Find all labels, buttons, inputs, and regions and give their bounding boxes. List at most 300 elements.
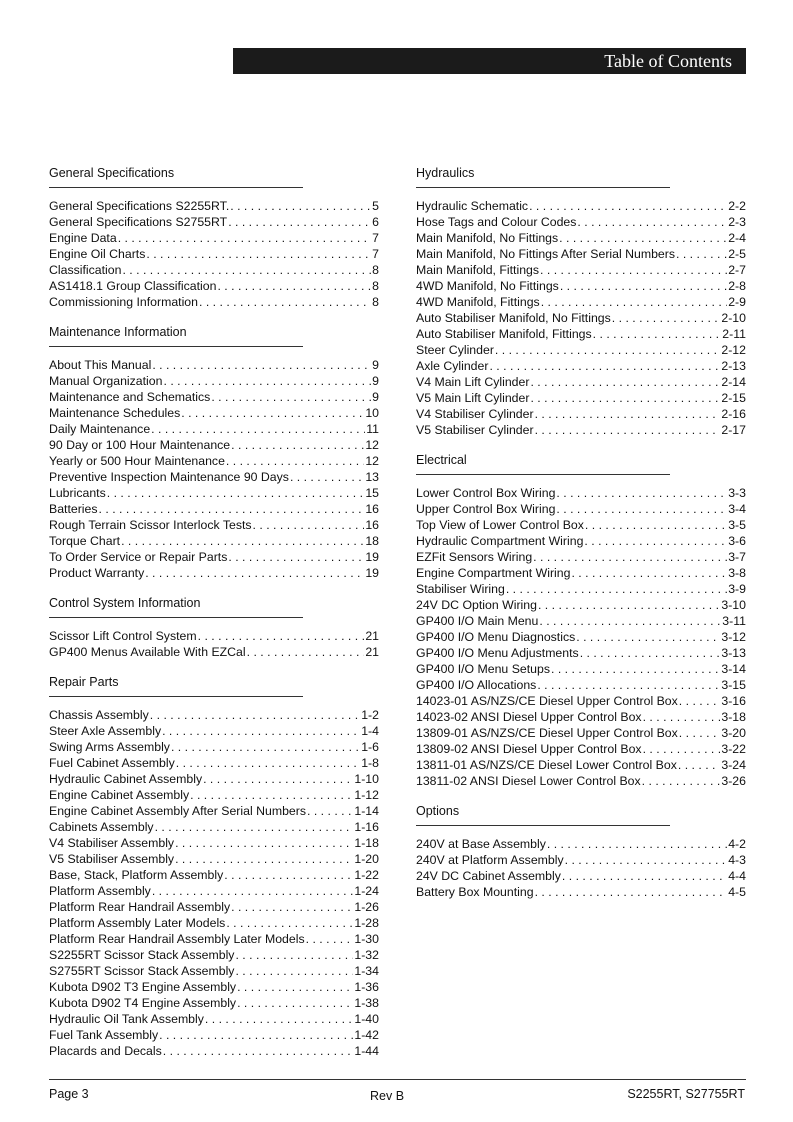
toc-entry-title: Platform Assembly Later Models bbox=[49, 916, 226, 930]
toc-entry-page: 8 bbox=[372, 279, 379, 293]
toc-entry-title: Batteries bbox=[49, 502, 98, 516]
toc-entry[interactable] bbox=[49, 405, 379, 421]
toc-entry[interactable] bbox=[416, 884, 746, 900]
section-title-options: Options bbox=[416, 804, 460, 818]
toc-entry-title: Placards and Decals bbox=[49, 1044, 162, 1058]
toc-entry-title: Base, Stack, Platform Assembly bbox=[49, 868, 224, 882]
toc-entry[interactable] bbox=[49, 373, 379, 389]
toc-entry[interactable] bbox=[416, 709, 746, 725]
toc-entry-title: Main Manifold, No Fittings bbox=[416, 231, 559, 245]
toc-entry-page: 3-11 bbox=[722, 614, 746, 628]
dot-leader bbox=[152, 357, 371, 373]
toc-entry[interactable] bbox=[416, 326, 746, 342]
toc-entry-page: 2-13 bbox=[721, 359, 746, 373]
toc-entry-title: Main Manifold, Fittings bbox=[416, 263, 540, 277]
toc-entry[interactable] bbox=[49, 963, 379, 979]
toc-entry-title: 13811-01 AS/NZS/CE Diesel Lower Control Box bbox=[416, 758, 677, 772]
toc-entry[interactable] bbox=[416, 358, 746, 374]
toc-entry[interactable] bbox=[49, 214, 379, 230]
toc-entry-page: 1-18 bbox=[354, 836, 379, 850]
toc-entry-title: 4WD Manifold, Fittings bbox=[416, 295, 540, 309]
toc-entry-title: V4 Main Lift Cylinder bbox=[416, 375, 530, 389]
section-title-maintenance-information: Maintenance Information bbox=[49, 325, 187, 339]
toc-entry-title: Auto Stabiliser Manifold, Fittings bbox=[416, 327, 592, 341]
dot-leader bbox=[643, 741, 721, 757]
dot-leader bbox=[612, 310, 721, 326]
toc-entry-title: V4 Stabiliser Cylinder bbox=[416, 407, 534, 421]
toc-entry-page: 9 bbox=[372, 358, 379, 372]
toc-entry[interactable] bbox=[49, 421, 379, 437]
toc-entry-page: 2-3 bbox=[728, 215, 746, 229]
toc-entry[interactable] bbox=[49, 437, 379, 453]
toc-entry-title: Swing Arms Assembly bbox=[49, 740, 170, 754]
toc-entry[interactable] bbox=[416, 725, 746, 741]
toc-entry[interactable] bbox=[49, 755, 379, 771]
toc-entry[interactable] bbox=[416, 661, 746, 677]
toc-entry[interactable] bbox=[416, 294, 746, 310]
toc-entry[interactable] bbox=[49, 294, 379, 310]
toc-entry-page: 3-10 bbox=[721, 598, 746, 612]
toc-entry-page: 2-17 bbox=[721, 423, 746, 437]
toc-entry-title: 240V at Base Assembly bbox=[416, 837, 546, 851]
toc-entry[interactable] bbox=[49, 517, 379, 533]
toc-entry-title: V5 Main Lift Cylinder bbox=[416, 391, 530, 405]
section-divider bbox=[49, 696, 303, 697]
dot-leader bbox=[535, 884, 728, 900]
toc-entry-page: 2-8 bbox=[728, 279, 746, 293]
toc-entry-page: 2-9 bbox=[728, 295, 746, 309]
toc-entry-list bbox=[49, 357, 379, 581]
toc-entry-title: Scissor Lift Control System bbox=[49, 629, 197, 643]
dot-leader bbox=[538, 597, 720, 613]
toc-entry[interactable] bbox=[49, 1027, 379, 1043]
toc-entry[interactable] bbox=[49, 357, 379, 373]
toc-entry-title: Fuel Cabinet Assembly bbox=[49, 756, 175, 770]
toc-entry-title: 90 Day or 100 Hour Maintenance bbox=[49, 438, 231, 452]
toc-entry-title: Stabiliser Wiring bbox=[416, 582, 505, 596]
toc-entry[interactable] bbox=[49, 915, 379, 931]
dot-leader bbox=[163, 373, 371, 389]
toc-entry[interactable] bbox=[416, 645, 746, 661]
dot-leader bbox=[235, 947, 353, 963]
toc-entry-page: 1-12 bbox=[354, 788, 379, 802]
toc-entry-title: Top View of Lower Control Box bbox=[416, 518, 584, 532]
toc-entry[interactable] bbox=[49, 883, 379, 899]
toc-entry-title: Engine Data bbox=[49, 231, 117, 245]
toc-entry[interactable] bbox=[49, 485, 379, 501]
dot-leader bbox=[235, 963, 353, 979]
dot-leader bbox=[495, 342, 720, 358]
toc-entry[interactable] bbox=[49, 835, 379, 851]
toc-entry-title: 13811-02 ANSI Diesel Lower Control Box bbox=[416, 774, 641, 788]
toc-entry-page: 12 bbox=[365, 454, 379, 468]
dot-leader bbox=[577, 214, 727, 230]
toc-entry[interactable] bbox=[49, 819, 379, 835]
toc-entry[interactable] bbox=[416, 693, 746, 709]
footer-revision: Rev B bbox=[370, 1089, 405, 1103]
toc-entry[interactable] bbox=[49, 230, 379, 246]
toc-entry[interactable] bbox=[49, 995, 379, 1011]
dot-leader bbox=[175, 851, 353, 867]
toc-entry-title: Platform Rear Handrail Assembly Later Models bbox=[49, 932, 305, 946]
dot-leader bbox=[228, 549, 364, 565]
dot-leader bbox=[99, 501, 365, 517]
footer-divider bbox=[49, 1079, 746, 1080]
toc-entry-title: Cabinets Assembly bbox=[49, 820, 154, 834]
toc-entry[interactable] bbox=[416, 565, 746, 581]
dot-leader bbox=[530, 390, 720, 406]
toc-entry[interactable] bbox=[49, 851, 379, 867]
toc-entry-title: Preventive Inspection Maintenance 90 Days bbox=[49, 470, 289, 484]
dot-leader bbox=[307, 803, 353, 819]
toc-entry-title: Steer Axle Assembly bbox=[49, 724, 162, 738]
toc-entry-page: 13 bbox=[365, 470, 379, 484]
toc-entry-title: 14023-02 ANSI Diesel Upper Control Box bbox=[416, 710, 642, 724]
toc-entry-list bbox=[416, 485, 746, 789]
dot-leader bbox=[211, 389, 371, 405]
toc-entry-page: 2-10 bbox=[721, 311, 746, 325]
toc-entry[interactable] bbox=[49, 246, 379, 262]
toc-entry-page: 1-44 bbox=[354, 1044, 379, 1058]
toc-entry-title: Battery Box Mounting bbox=[416, 885, 534, 899]
toc-entry[interactable] bbox=[49, 389, 379, 405]
section-title-general-specifications: General Specifications bbox=[49, 166, 175, 180]
toc-entry[interactable] bbox=[49, 707, 379, 723]
toc-entry-page: 1-36 bbox=[354, 980, 379, 994]
toc-entry[interactable] bbox=[416, 198, 746, 214]
dot-leader bbox=[535, 422, 721, 438]
toc-entry[interactable] bbox=[49, 549, 379, 565]
toc-entry-title: Torque Chart bbox=[49, 534, 121, 548]
toc-entry[interactable] bbox=[416, 581, 746, 597]
toc-entry[interactable] bbox=[49, 899, 379, 915]
toc-entry-page: 8 bbox=[372, 295, 379, 309]
toc-entry-title: Hose Tags and Colour Codes bbox=[416, 215, 577, 229]
toc-entry-title: Lower Control Box Wiring bbox=[416, 486, 556, 500]
toc-entry[interactable] bbox=[416, 597, 746, 613]
toc-entry[interactable] bbox=[416, 836, 746, 852]
toc-entry-page: 1-10 bbox=[354, 772, 379, 786]
toc-entry-title: Chassis Assembly bbox=[49, 708, 149, 722]
toc-entry-page: 2-2 bbox=[728, 199, 746, 213]
toc-entry-title: Kubota D902 T3 Engine Assembly bbox=[49, 980, 237, 994]
toc-entry-page: 3-7 bbox=[728, 550, 746, 564]
toc-entry-page: 1-34 bbox=[354, 964, 379, 978]
toc-entry[interactable] bbox=[416, 533, 746, 549]
toc-left-column bbox=[49, 165, 379, 1073]
toc-entry[interactable] bbox=[49, 533, 379, 549]
toc-entry[interactable] bbox=[49, 787, 379, 803]
dot-leader bbox=[585, 517, 727, 533]
dot-leader bbox=[151, 421, 365, 437]
toc-entry-page: 1-26 bbox=[354, 900, 379, 914]
toc-entry[interactable] bbox=[416, 741, 746, 757]
dot-leader bbox=[228, 214, 371, 230]
dot-leader bbox=[679, 693, 721, 709]
toc-entry-title: V5 Stabiliser Assembly bbox=[49, 852, 175, 866]
toc-entry[interactable] bbox=[416, 374, 746, 390]
toc-entry-page: 6 bbox=[372, 215, 379, 229]
toc-entry-title: S2255RT Scissor Stack Assembly bbox=[49, 948, 235, 962]
dot-leader bbox=[122, 262, 371, 278]
dot-leader bbox=[556, 485, 727, 501]
dot-leader bbox=[571, 565, 727, 581]
dot-leader bbox=[152, 883, 354, 899]
toc-entry-title: Rough Terrain Scissor Interlock Tests bbox=[49, 518, 252, 532]
toc-entry[interactable] bbox=[49, 979, 379, 995]
toc-entry[interactable] bbox=[49, 947, 379, 963]
toc-entry-list bbox=[416, 836, 746, 900]
toc-entry-page: 21 bbox=[365, 629, 379, 643]
dot-leader bbox=[150, 707, 360, 723]
dot-leader bbox=[642, 773, 721, 789]
toc-entry-title: Yearly or 500 Hour Maintenance bbox=[49, 454, 225, 468]
toc-entry-page: 2-12 bbox=[721, 343, 746, 357]
dot-leader bbox=[678, 757, 721, 773]
toc-entry-title: Commissioning Information bbox=[49, 295, 198, 309]
toc-entry-title: Engine Oil Charts bbox=[49, 247, 146, 261]
toc-entry-page: 1-2 bbox=[361, 708, 379, 722]
dot-leader bbox=[217, 278, 371, 294]
toc-entry[interactable] bbox=[49, 931, 379, 947]
toc-entry-title: GP400 I/O Menu Setups bbox=[416, 662, 550, 676]
toc-entry-page: 2-5 bbox=[728, 247, 746, 261]
dot-leader bbox=[230, 198, 371, 214]
toc-entry-page: 12 bbox=[365, 438, 379, 452]
toc-entry-title: V4 Stabiliser Assembly bbox=[49, 836, 175, 850]
toc-entry-title: Steer Cylinder bbox=[416, 343, 494, 357]
dot-leader bbox=[580, 645, 721, 661]
toc-entry[interactable] bbox=[416, 214, 746, 230]
toc-entry[interactable] bbox=[416, 230, 746, 246]
dot-leader bbox=[145, 565, 364, 581]
toc-entry[interactable] bbox=[49, 723, 379, 739]
dot-leader bbox=[530, 374, 720, 390]
toc-entry[interactable] bbox=[416, 342, 746, 358]
toc-entry-page: 1-8 bbox=[361, 756, 379, 770]
toc-entry[interactable] bbox=[416, 246, 746, 262]
toc-entry-title: GP400 I/O Menu Diagnostics bbox=[416, 630, 576, 644]
toc-entry[interactable] bbox=[49, 278, 379, 294]
toc-entry[interactable] bbox=[416, 278, 746, 294]
toc-entry[interactable] bbox=[49, 262, 379, 278]
toc-entry-page: 16 bbox=[365, 502, 379, 516]
toc-entry-title: Platform Assembly bbox=[49, 884, 151, 898]
toc-entry[interactable] bbox=[49, 198, 379, 214]
toc-entry[interactable] bbox=[49, 501, 379, 517]
toc-entry-page: 2-11 bbox=[722, 327, 746, 341]
toc-entry-page: 11 bbox=[366, 422, 379, 436]
toc-entry[interactable] bbox=[49, 1011, 379, 1027]
dot-leader bbox=[559, 230, 727, 246]
toc-entry[interactable] bbox=[416, 390, 746, 406]
dot-leader bbox=[593, 326, 722, 342]
dot-leader bbox=[576, 629, 720, 645]
toc-entry[interactable] bbox=[416, 613, 746, 629]
toc-entry-title: General Specifications S2255RT. bbox=[49, 199, 230, 213]
toc-entry-title: Manual Organization bbox=[49, 374, 163, 388]
toc-entry-page: 2-15 bbox=[721, 391, 746, 405]
toc-entry-page: 3-18 bbox=[721, 710, 746, 724]
toc-entry-page: 7 bbox=[372, 231, 379, 245]
toc-entry-page: 3-12 bbox=[721, 630, 746, 644]
dot-leader bbox=[205, 1011, 353, 1027]
toc-entry-page: 1-6 bbox=[361, 740, 379, 754]
toc-entry-title: 24V DC Option Wiring bbox=[416, 598, 537, 612]
toc-entry-title: Kubota D902 T4 Engine Assembly bbox=[49, 996, 237, 1010]
toc-entry[interactable] bbox=[416, 517, 746, 533]
toc-entry-page: 3-3 bbox=[728, 486, 746, 500]
toc-entry-page: 10 bbox=[365, 406, 379, 420]
toc-entry[interactable] bbox=[49, 453, 379, 469]
toc-entry-page: 4-5 bbox=[728, 885, 746, 899]
toc-entry-title: 13809-02 ANSI Diesel Upper Control Box bbox=[416, 742, 642, 756]
toc-entry[interactable] bbox=[49, 771, 379, 787]
toc-entry-title: About This Manual bbox=[49, 358, 152, 372]
toc-entry-title: Platform Rear Handrail Assembly bbox=[49, 900, 231, 914]
toc-entry-title: Product Warranty bbox=[49, 566, 145, 580]
toc-entry-page: 19 bbox=[365, 550, 379, 564]
toc-entry-title: EZFit Sensors Wiring bbox=[416, 550, 533, 564]
toc-entry[interactable] bbox=[416, 677, 746, 693]
toc-entry[interactable] bbox=[49, 469, 379, 485]
toc-entry[interactable] bbox=[49, 644, 379, 660]
toc-entry-title: 14023-01 AS/NZS/CE Diesel Upper Control Box bbox=[416, 694, 678, 708]
toc-entry-page: 18 bbox=[365, 534, 379, 548]
header-bar bbox=[233, 48, 746, 74]
toc-entry-title: 240V at Platform Assembly bbox=[416, 853, 564, 867]
toc-entry-title: Main Manifold, No Fittings After Serial Numbers bbox=[416, 247, 676, 261]
toc-entry[interactable] bbox=[49, 739, 379, 755]
section-divider bbox=[49, 187, 303, 188]
page-title: Table of Contents bbox=[604, 51, 732, 71]
dot-leader bbox=[226, 915, 353, 931]
dot-leader bbox=[676, 246, 727, 262]
toc-entry[interactable] bbox=[416, 773, 746, 789]
dot-leader bbox=[118, 230, 371, 246]
section-title-hydraulics: Hydraulics bbox=[416, 166, 475, 180]
toc-entry-title: Daily Maintenance bbox=[49, 422, 151, 436]
toc-entry-page: 3-5 bbox=[728, 518, 746, 532]
toc-entry-page: 3-15 bbox=[721, 678, 746, 692]
toc-entry-title: GP400 I/O Allocations bbox=[416, 678, 537, 692]
dot-leader bbox=[231, 437, 364, 453]
dot-leader bbox=[547, 836, 727, 852]
section-divider bbox=[416, 825, 670, 826]
toc-entry[interactable] bbox=[416, 629, 746, 645]
toc-entry-title: 24V DC Cabinet Assembly bbox=[416, 869, 561, 883]
toc-entry[interactable] bbox=[49, 1043, 379, 1059]
toc-entry[interactable] bbox=[416, 262, 746, 278]
dot-leader bbox=[163, 1043, 354, 1059]
dot-leader bbox=[199, 294, 371, 310]
toc-entry[interactable] bbox=[416, 406, 746, 422]
dot-leader bbox=[537, 677, 720, 693]
toc-entry-page: 1-38 bbox=[354, 996, 379, 1010]
dot-leader bbox=[175, 835, 353, 851]
toc-entry[interactable] bbox=[416, 422, 746, 438]
toc-entry-title: To Order Service or Repair Parts bbox=[49, 550, 228, 564]
toc-entry-page: 1-42 bbox=[354, 1028, 379, 1042]
toc-entry-page: 16 bbox=[365, 518, 379, 532]
dot-leader bbox=[237, 995, 353, 1011]
toc-entry-title: Maintenance Schedules bbox=[49, 406, 181, 420]
section-title-electrical: Electrical bbox=[416, 453, 467, 467]
dot-leader bbox=[181, 405, 364, 421]
toc-entry[interactable] bbox=[416, 310, 746, 326]
toc-entry-page: 15 bbox=[365, 486, 379, 500]
toc-entry-list bbox=[49, 198, 379, 310]
toc-entry-title: S2755RT Scissor Stack Assembly bbox=[49, 964, 235, 978]
toc-entry-title: V5 Stabiliser Cylinder bbox=[416, 423, 534, 437]
dot-leader bbox=[247, 644, 365, 660]
dot-leader bbox=[584, 533, 727, 549]
toc-entry-title: 13809-01 AS/NZS/CE Diesel Upper Control Box bbox=[416, 726, 678, 740]
section-divider bbox=[416, 187, 670, 188]
toc-entry-page: 4-2 bbox=[728, 837, 746, 851]
toc-entry-page: 3-8 bbox=[728, 566, 746, 580]
dot-leader bbox=[224, 867, 353, 883]
toc-entry-page: 3-13 bbox=[721, 646, 746, 660]
toc-entry-title: Engine Cabinet Assembly bbox=[49, 788, 190, 802]
toc-entry[interactable] bbox=[416, 868, 746, 884]
dot-leader bbox=[203, 771, 353, 787]
toc-entry[interactable] bbox=[416, 852, 746, 868]
dot-leader bbox=[560, 278, 727, 294]
toc-entry-title: 4WD Manifold, No Fittings bbox=[416, 279, 559, 293]
dot-leader bbox=[541, 294, 728, 310]
footer-model: S2255RT, S27755RT bbox=[627, 1087, 745, 1101]
toc-entry-title: Auto Stabiliser Manifold, No Fittings bbox=[416, 311, 611, 325]
toc-entry-title: Hydraulic Oil Tank Assembly bbox=[49, 1012, 204, 1026]
dot-leader bbox=[565, 852, 728, 868]
toc-entry[interactable] bbox=[49, 867, 379, 883]
dot-leader bbox=[146, 246, 371, 262]
toc-entry-page: 2-14 bbox=[721, 375, 746, 389]
dot-leader bbox=[506, 581, 727, 597]
dot-leader bbox=[556, 501, 727, 517]
toc-entry-page: 3-20 bbox=[721, 726, 746, 740]
toc-entry-page: 1-28 bbox=[354, 916, 379, 930]
toc-entry-title: Classification bbox=[49, 263, 122, 277]
toc-entry[interactable] bbox=[416, 501, 746, 517]
dot-leader bbox=[155, 819, 354, 835]
dot-leader bbox=[540, 262, 727, 278]
dot-leader bbox=[176, 755, 360, 771]
dot-leader bbox=[306, 931, 354, 947]
toc-entry-page: 3-9 bbox=[728, 582, 746, 596]
toc-entry[interactable] bbox=[416, 485, 746, 501]
dot-leader bbox=[489, 358, 720, 374]
dot-leader bbox=[539, 613, 721, 629]
toc-entry-page: 3-14 bbox=[721, 662, 746, 676]
toc-entry[interactable] bbox=[416, 549, 746, 565]
dot-leader bbox=[533, 549, 727, 565]
toc-entry-page: 8 bbox=[372, 263, 379, 277]
toc-entry[interactable] bbox=[49, 565, 379, 581]
toc-entry[interactable] bbox=[416, 757, 746, 773]
toc-entry-title: Hydraulic Cabinet Assembly bbox=[49, 772, 203, 786]
toc-entry[interactable] bbox=[49, 803, 379, 819]
dot-leader bbox=[253, 517, 365, 533]
toc-entry[interactable] bbox=[49, 628, 379, 644]
toc-entry-page: 1-30 bbox=[354, 932, 379, 946]
toc-entry-title: Fuel Tank Assembly bbox=[49, 1028, 159, 1042]
toc-entry-page: 1-16 bbox=[354, 820, 379, 834]
toc-entry-title: Axle Cylinder bbox=[416, 359, 489, 373]
toc-entry-title: Maintenance and Schematics bbox=[49, 390, 211, 404]
toc-entry-page: 9 bbox=[372, 390, 379, 404]
